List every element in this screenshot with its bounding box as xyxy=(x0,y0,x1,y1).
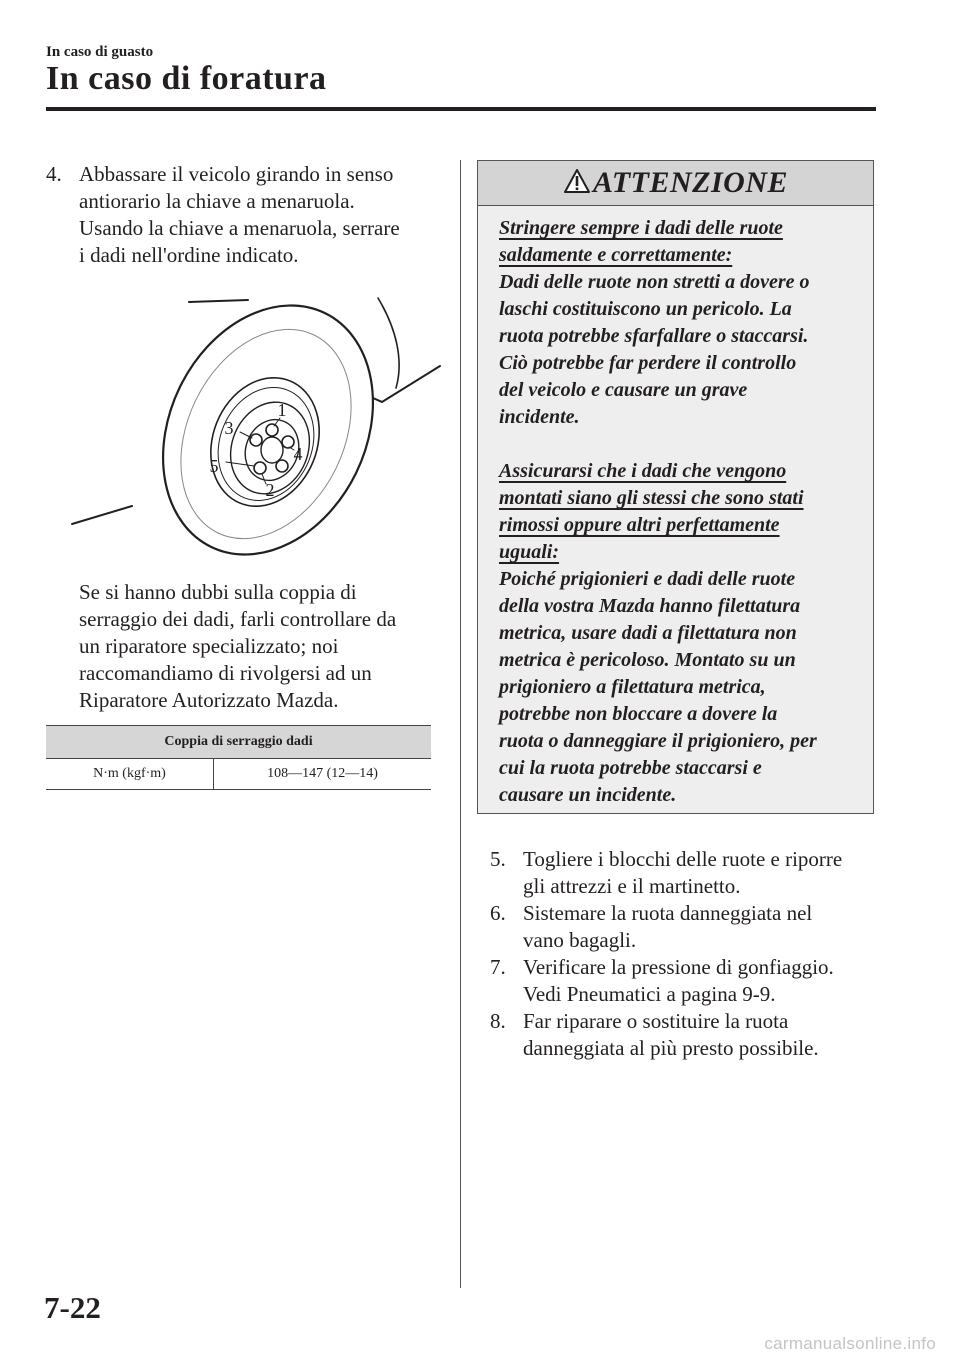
torque-table-header: Coppia di serraggio dadi xyxy=(46,726,431,759)
note-line: raccomandiamo di rivolgersi ad un xyxy=(79,661,372,685)
warning-text-line: del veicolo e causare un grave xyxy=(499,379,748,401)
page-number: 7-22 xyxy=(44,1290,101,1325)
step-line: Far riparare o sostituire la ruota xyxy=(523,1009,789,1033)
warning-heading-line: montati siano gli stessi che sono stati xyxy=(499,487,804,509)
wheel-nut-order-illustration xyxy=(60,290,450,572)
warning-text-line: Dadi delle ruote non stretti a dovere o xyxy=(499,271,810,293)
warning-text-line: laschi costituiscono un pericolo. La xyxy=(499,298,792,320)
lug-label: 5 xyxy=(209,456,219,476)
warning-title-text: ATTENZIONE xyxy=(592,166,789,199)
step-line: gli attrezzi e il martinetto. xyxy=(523,874,741,898)
warning-text-line: incidente. xyxy=(499,406,580,428)
lug-label: 4 xyxy=(293,444,303,464)
step-line[interactable]: Vedi Pneumatici a pagina 9-9. xyxy=(523,982,776,1006)
warning-heading-line: uguali: xyxy=(499,541,560,563)
step-number: 6. xyxy=(490,901,506,925)
step-number: 8. xyxy=(490,1009,506,1033)
step-number: 5. xyxy=(490,847,506,871)
note-line: serraggio dei dadi, farli controllare da xyxy=(79,607,397,631)
warning-box xyxy=(477,160,874,814)
warning-text-line: metrica, usare dadi a filettatura non xyxy=(499,622,797,644)
step-6 xyxy=(490,900,880,954)
step-line: i dadi nell'ordine indicato. xyxy=(79,243,299,267)
torque-value-cell: 108―147 (12―14) xyxy=(214,759,432,790)
column-divider xyxy=(460,160,461,1288)
page-title: In caso di foratura xyxy=(46,60,327,97)
torque-note xyxy=(79,579,429,714)
step-number: 4. xyxy=(46,162,62,186)
step-line: Sistemare la ruota danneggiata nel xyxy=(523,901,813,925)
lug-label: 2 xyxy=(265,480,275,500)
step-8 xyxy=(490,1008,880,1062)
torque-unit-cell: N·m (kgf·m) xyxy=(46,759,214,790)
title-rule xyxy=(46,107,876,111)
step-line: danneggiata al più presto possibile. xyxy=(523,1036,819,1060)
warning-triangle-icon xyxy=(563,168,591,194)
warning-text-line: causare un incidente. xyxy=(499,784,677,806)
warning-text-line: cui la ruota potrebbe staccarsi e xyxy=(499,757,762,779)
step-line: antiorario la chiave a menaruola. xyxy=(79,189,355,213)
warning-text-line: ruota potrebbe sfarfallare o staccarsi. xyxy=(499,325,809,347)
section-label: In caso di guasto xyxy=(46,44,154,60)
warning-heading-line: saldamente e correttamente: xyxy=(499,244,733,266)
warning-text-line: metrica è pericoloso. Montato su un xyxy=(499,649,796,671)
note-line: Se si hanno dubbi sulla coppia di xyxy=(79,580,357,604)
step-7 xyxy=(490,954,880,1008)
warning-text-line: potrebbe non bloccare a dovere la xyxy=(499,703,778,725)
watermark: carmanualsonline.info xyxy=(764,1334,936,1353)
warning-heading-line: Stringere sempre i dadi delle ruote xyxy=(499,217,783,239)
step-number: 7. xyxy=(490,955,506,979)
lug-label: 1 xyxy=(277,400,287,420)
step-5 xyxy=(490,846,880,900)
warning-text-line: Ciò potrebbe far perdere il controllo xyxy=(499,352,797,374)
step-line: Verificare la pressione di gonfiaggio. xyxy=(523,955,834,979)
warning-text-line: prigioniero a filettatura metrica, xyxy=(499,676,766,698)
step-line: Abbassare il veicolo girando in senso xyxy=(79,162,394,186)
note-line: un riparatore specializzato; noi xyxy=(79,634,339,658)
step-4 xyxy=(46,161,446,269)
lug-label: 3 xyxy=(224,418,234,438)
torque-table xyxy=(46,725,431,790)
warning-body xyxy=(499,215,861,809)
warning-title xyxy=(478,166,873,200)
warning-header xyxy=(478,161,873,206)
warning-heading-line: Assicurarsi che i dadi che vengono xyxy=(499,460,787,482)
warning-text-line: Poiché prigionieri e dadi delle ruote xyxy=(499,568,796,590)
note-line: Riparatore Autorizzato Mazda. xyxy=(79,688,339,712)
step-line: vano bagagli. xyxy=(523,928,637,952)
warning-text-line: della vostra Mazda hanno filettatura xyxy=(499,595,801,617)
warning-text-line: ruota o danneggiare il prigioniero, per xyxy=(499,730,817,752)
warning-heading-line: rimossi oppure altri perfettamente xyxy=(499,514,780,536)
step-line: Usando la chiave a menaruola, serrare xyxy=(79,216,400,240)
step-line: Togliere i blocchi delle ruote e riporre xyxy=(523,847,843,871)
